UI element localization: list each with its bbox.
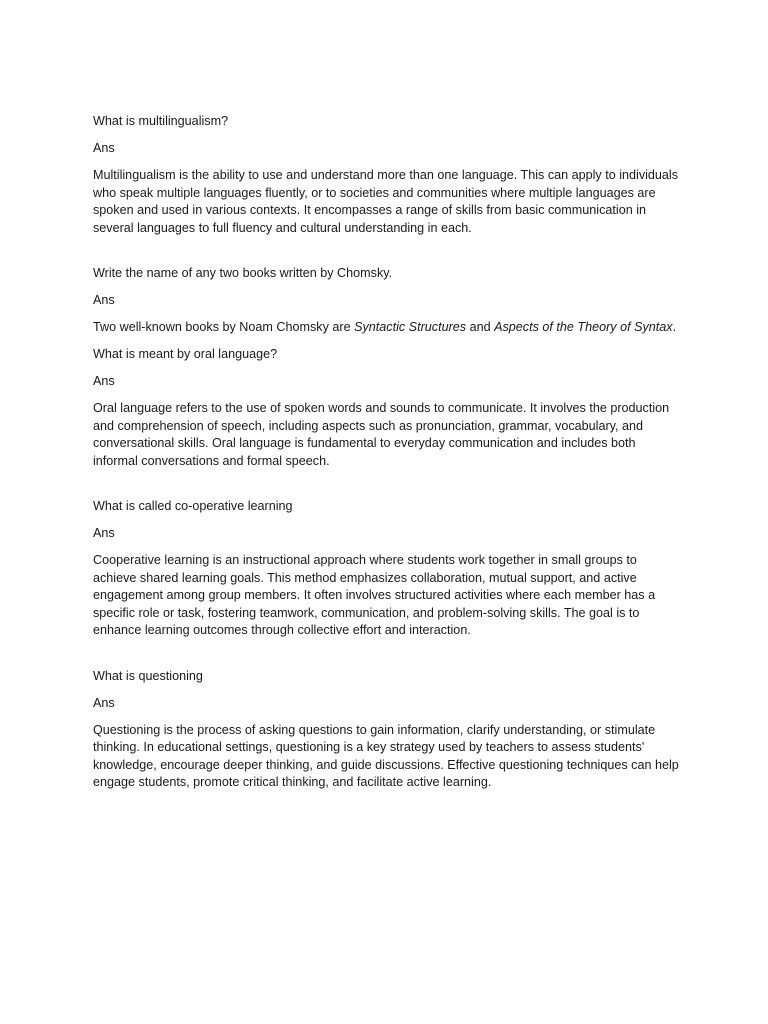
- answer-prefix: Two well-known books by Noam Chomsky are: [93, 320, 355, 334]
- ans-label: Ans: [93, 374, 115, 388]
- ans-label: Ans: [93, 526, 115, 540]
- ans-label: Ans: [93, 695, 115, 710]
- question-text: Write the name of any two books written by Chomsky.: [93, 266, 393, 280]
- qa-chomsky-books: [93, 265, 683, 337]
- question-text: What is meant by oral language?: [93, 347, 278, 361]
- book-title-2: Aspects of the Theory of Syntax: [494, 320, 673, 334]
- answer-text: [93, 319, 683, 337]
- document-page: [93, 113, 683, 801]
- answer-text: Cooperative learning is an instructional approach where students work together in small groups to achieve shared learning goals. This method emphasizes collaboration, mutual support, and active engagement among group members. It often involves structured activities where each member has a specific role or task, fostering teamwork, communication, and problem-solving skills. The goal is to enhance learning outcomes through collective effort and interaction.: [93, 553, 656, 637]
- answer-mid: and: [466, 320, 495, 334]
- answer-suffix: .: [672, 320, 677, 334]
- answer-text: Oral language refers to the use of spoken words and sounds to communicate. It involves the production and comprehension of speech, including aspects such as pronunciation, grammar, vocabulary, and conversational skills. Oral language is fundamental to everyday communication and includes both informal conversations and formal speech.: [93, 401, 670, 468]
- question-text: What is multilingualism?: [93, 114, 229, 128]
- ans-label: Ans: [93, 141, 115, 155]
- qa-oral-language: [93, 346, 683, 470]
- question-text: What is questioning: [93, 668, 203, 683]
- qa-multilingualism: [93, 113, 683, 237]
- qa-cooperative-learning: [93, 498, 683, 640]
- book-title-1: Syntactic Structures: [354, 320, 467, 334]
- qa-questioning: [93, 668, 683, 792]
- ans-label: Ans: [93, 293, 115, 307]
- answer-text: Multilingualism is the ability to use and understand more than one language. This can apply to individuals who speak multiple languages fluently, or to societies and communities where multiple languages are spoken and used in various contexts. It encompasses a range of skills from basic communication in several languages to full fluency and cultural understanding in each.: [93, 168, 679, 235]
- question-text: What is called co-operative learning: [93, 499, 293, 513]
- answer-text: Questioning is the process of asking questions to gain information, clarify understanding, or stimulate thinking. In educational settings, questioning is a key strategy used by teachers to assess students' knowledge, encourage deeper thinking, and guide discussions. Effective questioning techniques can help engage students, promote critical thinking, and facilitate active learning.: [93, 722, 679, 789]
